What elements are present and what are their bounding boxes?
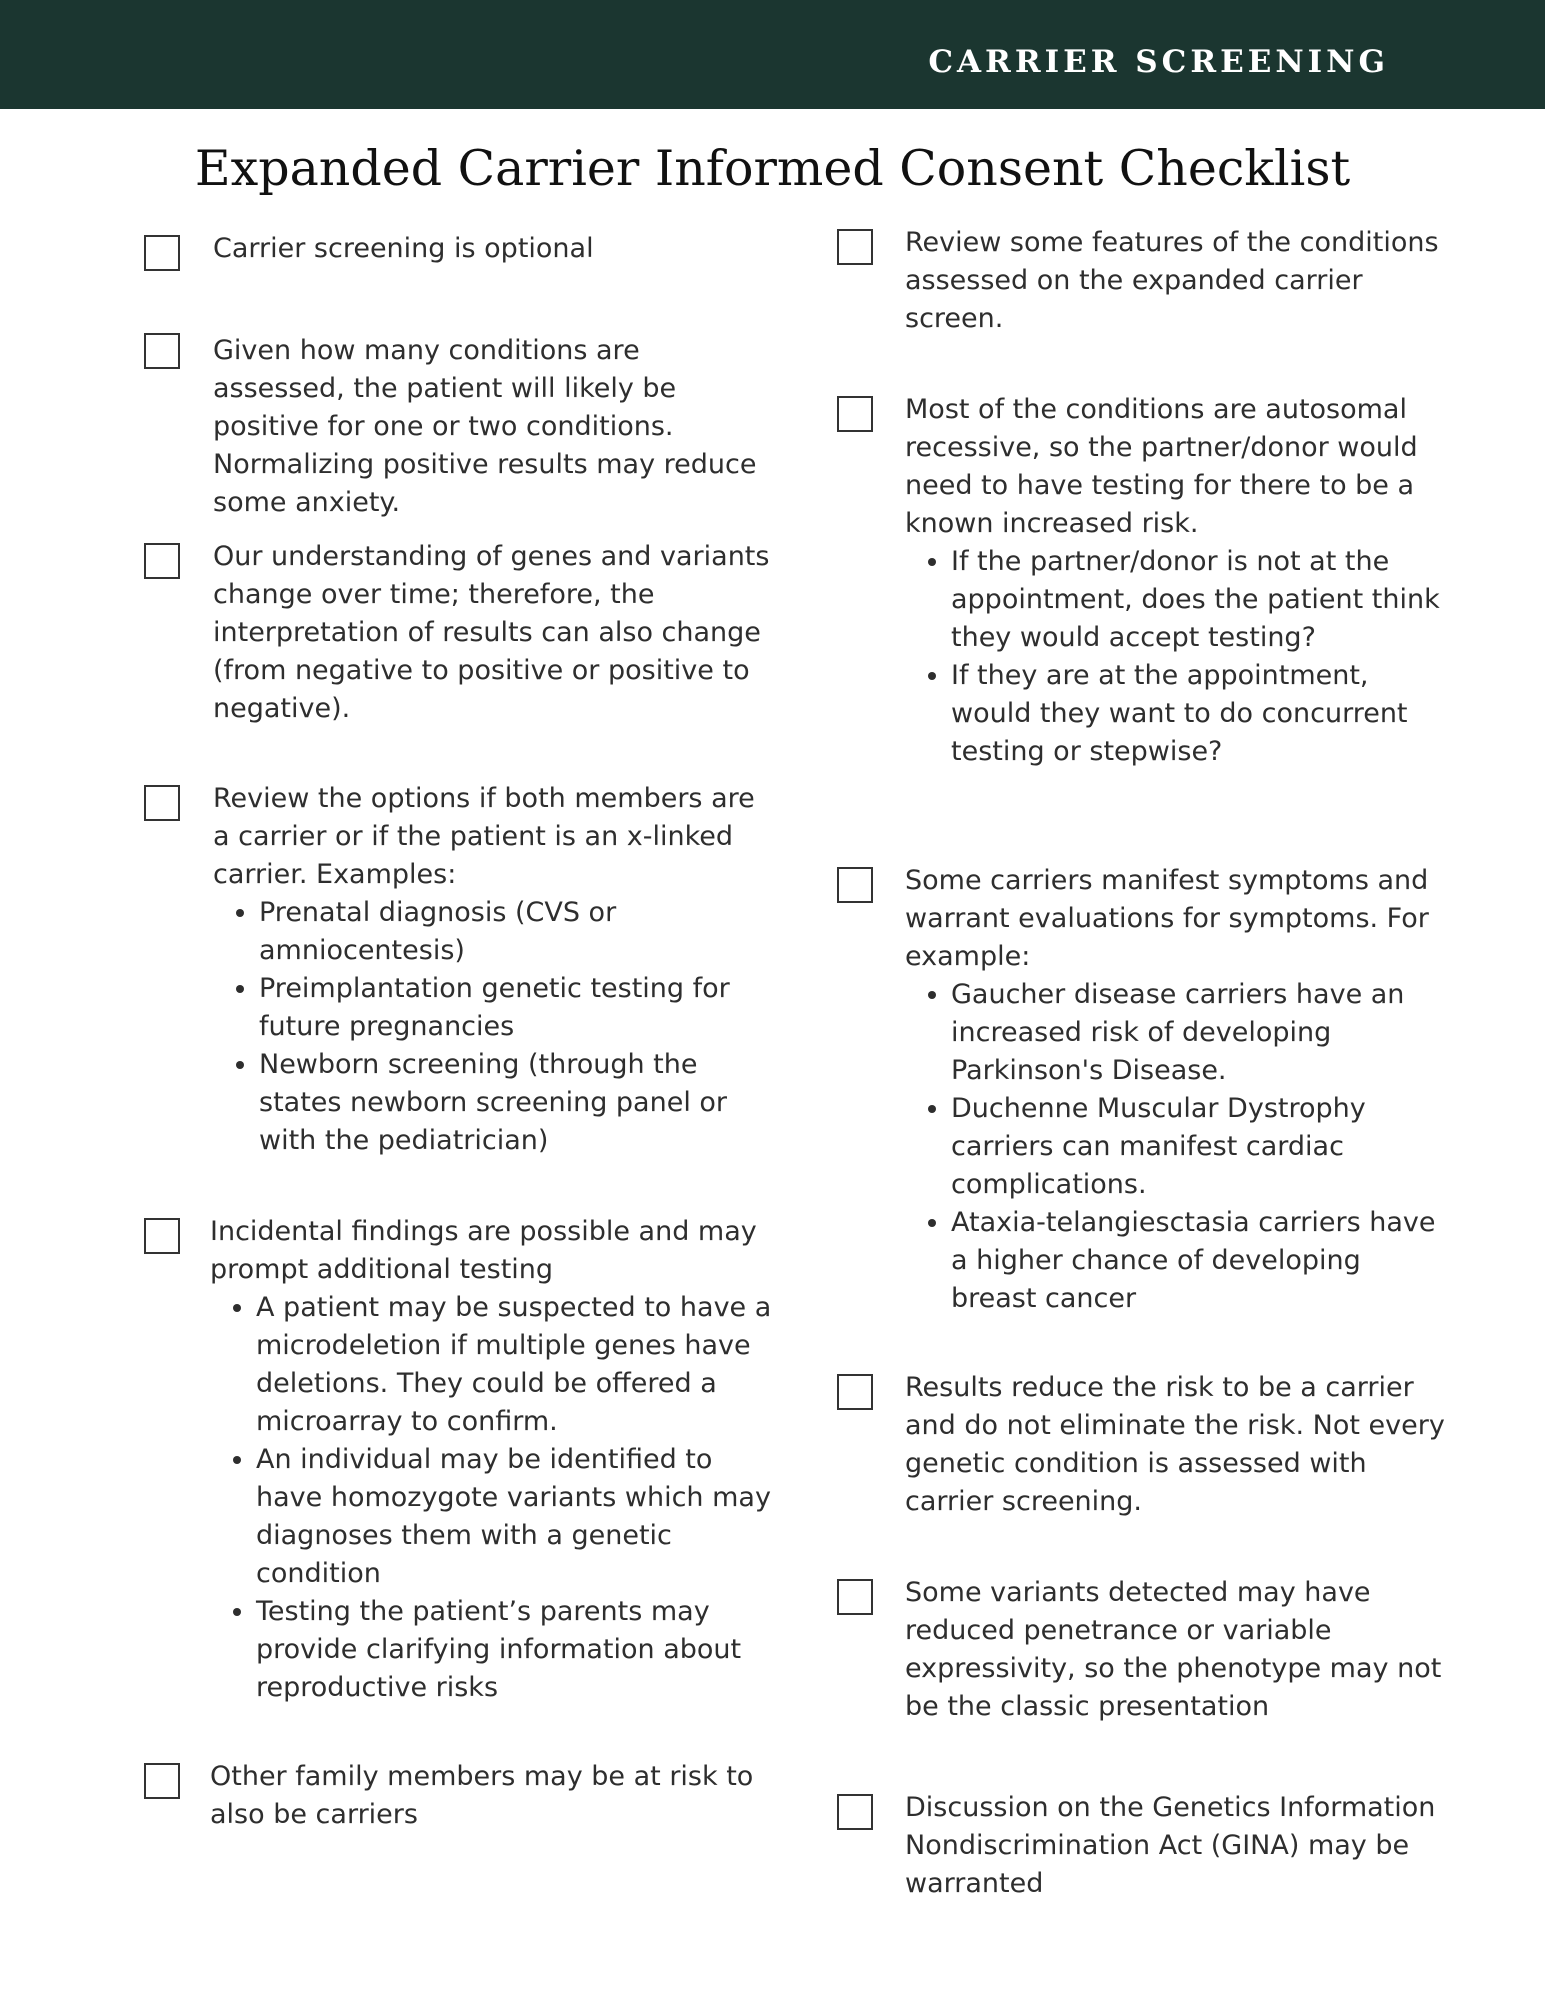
header-banner [0,0,1545,109]
bullet-list [210,1289,772,1707]
bullet-item: • If the partner/donor is not at the appointment, does the patient think they would accept testing? [951,543,1450,657]
checklist-item-text: Some variants detected may have reduced penetrance or variable expressivity, so the phenotype may not be the classic presentation [905,1577,1442,1722]
page-title: Expanded Carrier Informed Consent Checklist [194,140,1351,197]
bullet-item: • If they are at the appointment, would they want to do concurrent testing or stepwise? [951,657,1450,771]
bullet-item: • Testing the patient’s parents may provide clarifying information about reproductive risks [256,1593,772,1707]
checklist-item-content [905,1789,1450,1903]
checklist-item-content [210,1758,772,1834]
bullet-item: • Gaucher disease carriers have an increased risk of developing Parkinson's Disease. [951,976,1450,1090]
checklist-item-content [905,1369,1450,1521]
checklist-item-text: Other family members may be at risk to also be carriers [210,1761,754,1830]
checkbox[interactable] [144,333,180,369]
checklist-item-content [210,1213,772,1707]
bullet-list [905,543,1450,771]
checkbox[interactable] [837,867,873,903]
checklist-item-content [213,538,775,728]
checklist-item-content [905,391,1450,771]
bullet-item: • Duchenne Muscular Dystrophy carriers can manifest cardiac complications. [951,1090,1450,1204]
checklist-item-text: Our understanding of genes and variants change over time; therefore, the interpretation of results can also change (from negative to positive or positive to negative). [213,541,770,724]
checklist-item-content [905,224,1450,338]
checklist-item-text: Given how many conditions are assessed, the patient will likely be positive for one or two conditions. Normalizing positive results may reduce some anxiety. [213,335,757,518]
checkbox[interactable] [144,785,180,821]
checklist-item-text: Most of the conditions are autosomal recessive, so the partner/donor would need to have testing for there to be a known increased risk. [905,394,1418,539]
checklist-item-content [213,230,775,268]
checklist-item-text: Some carriers manifest symptoms and warrant evaluations for symptoms. For example: [905,865,1429,972]
checkbox[interactable] [144,543,180,579]
checklist-item-text: Discussion on the Genetics Information Nondiscrimination Act (GINA) may be warranted [905,1792,1436,1899]
checklist-item-text: Review the options if both members are a carrier or if the patient is an x-linked carrier. Examples: [213,783,755,890]
checkbox[interactable] [144,235,180,271]
checklist-item-text: Review some features of the conditions assessed on the expanded carrier screen. [905,227,1439,334]
checkbox[interactable] [837,1794,873,1830]
checkbox[interactable] [837,229,873,265]
checklist-item-content [213,332,775,522]
banner-label: CARRIER SCREENING [928,44,1389,80]
checkbox[interactable] [837,1374,873,1410]
checkbox[interactable] [144,1218,180,1254]
checklist-item-text: Results reduce the risk to be a carrier and do not eliminate the risk. Not every genetic condition is assessed with carrier screening. [905,1372,1445,1517]
checkbox[interactable] [837,396,873,432]
checklist-item-content [905,1574,1450,1726]
bullet-item: • Prenatal diagnosis (CVS or amniocentesis) [259,894,775,970]
bullet-item: • An individual may be identified to have homozygote variants which may diagnoses them with a genetic condition [256,1441,772,1593]
bullet-list [905,976,1450,1318]
bullet-item: • Ataxia-telangiesctasia carriers have a higher chance of developing breast cancer [951,1204,1450,1318]
checkbox[interactable] [837,1579,873,1615]
checkbox[interactable] [144,1763,180,1799]
checklist-item-text: Incidental findings are possible and may prompt additional testing [210,1216,757,1285]
bullet-item: • A patient may be suspected to have a microdeletion if multiple genes have deletions. They could be offered a microarray to confirm. [256,1289,772,1441]
checklist-item-content [905,862,1450,1318]
bullet-item: • Preimplantation genetic testing for future pregnancies [259,970,775,1046]
checklist-item-text: Carrier screening is optional [213,233,594,264]
checklist-item-content [213,780,775,1160]
bullet-list [213,894,775,1160]
bullet-item: • Newborn screening (through the states newborn screening panel or with the pediatrician) [259,1046,775,1160]
